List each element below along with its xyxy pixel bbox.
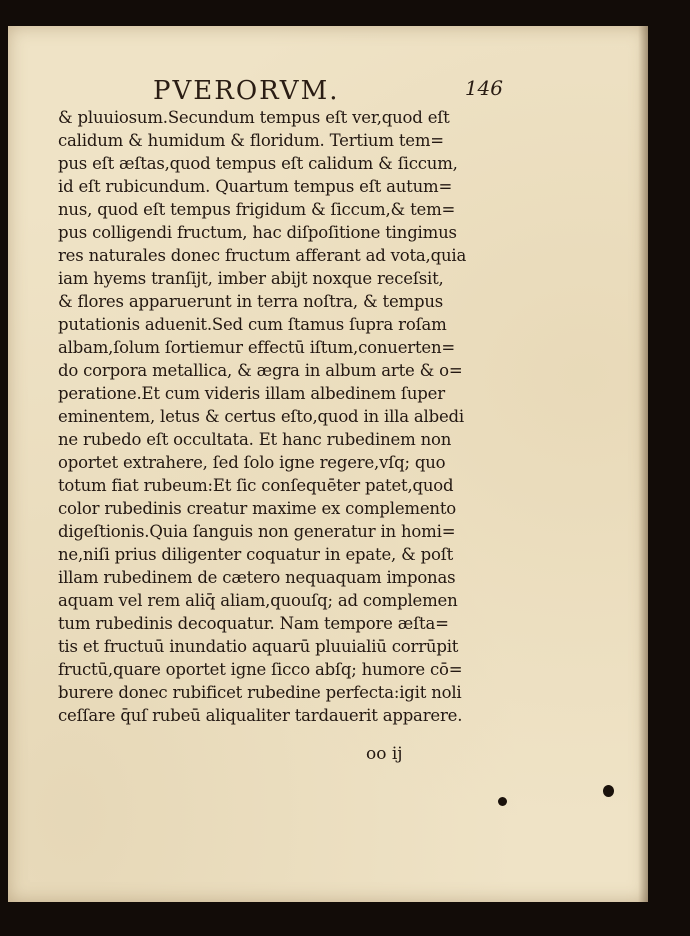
ink-blot — [603, 785, 614, 797]
signature-mark: oo ij — [366, 744, 403, 764]
text-line: ne,niſi prius diligenter coquatur in epate, & poſt — [58, 545, 454, 564]
text-line: iam hyems tranſijt, imber abijt noxque receſsit, — [58, 269, 444, 288]
body-text — [58, 106, 488, 727]
text-line: pus eſt æſtas,quod tempus eſt calidum & ſiccum, — [58, 154, 458, 173]
book-page — [8, 26, 648, 902]
page-edge-shadow — [638, 26, 648, 902]
text-line: color rubedinis creatur maxime ex complemento — [58, 499, 456, 518]
text-line: pus colligendi fructum, hac diſpoſitione tingimus — [58, 223, 457, 242]
text-line: oportet extrahere, ſed ſolo igne regere,vſq; quo — [58, 453, 446, 472]
text-line: digeſtionis.Quia ſanguis non generatur in homi= — [58, 522, 456, 541]
page-header — [153, 76, 503, 110]
text-line: nus, quod eſt tempus frigidum & ſiccum,& tem= — [58, 200, 456, 219]
text-line: albam,ſolum ſortiemur effectū iſtum,conuerten= — [58, 338, 455, 357]
folio-number: 146 — [464, 76, 503, 100]
ink-blot — [498, 797, 507, 806]
text-line: calidum & humidum & floridum. Tertium tem= — [58, 131, 444, 150]
text-line: putationis aduenit.Sed cum ſtamus ſupra roſam — [58, 315, 447, 334]
text-line: & flores apparuerunt in terra noſtra, & tempus — [58, 292, 444, 311]
text-line: & pluuiosum.Secundum tempus eſt ver,quod eſt — [58, 108, 450, 127]
text-line: do corpora metallica, & ægra in album arte & o= — [58, 361, 463, 380]
text-line: totum fiat rubeum:Et ſic conſequēter patet,quod — [58, 476, 454, 495]
text-line: ceſſare q̄uſ rubeū aliqualiter tardauerit apparere. — [58, 706, 463, 725]
text-line: tum rubedinis decoquatur. Nam tempore æſta= — [58, 614, 449, 633]
text-line: illam rubedinem de cætero nequaquam imponas — [58, 568, 456, 587]
text-line: aquam vel rem aliq̄ aliam,quouſq; ad complemen — [58, 591, 458, 610]
text-line: eminentem, letus & certus eſto,quod in illa albedi — [58, 407, 464, 426]
running-title: PVERORVM. — [153, 76, 340, 106]
text-line: fructū,quare oportet igne ſicco abſq; humore cō= — [58, 660, 463, 679]
text-line: peratione.Et cum videris illam albedinem ſuper — [58, 384, 445, 403]
text-line: tis et fructuū inundatio aquarū pluuialiū corrūpit — [58, 637, 459, 656]
text-line: id eſt rubicundum. Quartum tempus eſt autum= — [58, 177, 453, 196]
text-line: burere donec rubificet rubedine perfecta:igit noli — [58, 683, 462, 702]
text-line: res naturales donec fructum afferant ad vota,quia — [58, 246, 467, 265]
text-line: ne rubedo eſt occultata. Et hanc rubedinem non — [58, 430, 452, 449]
